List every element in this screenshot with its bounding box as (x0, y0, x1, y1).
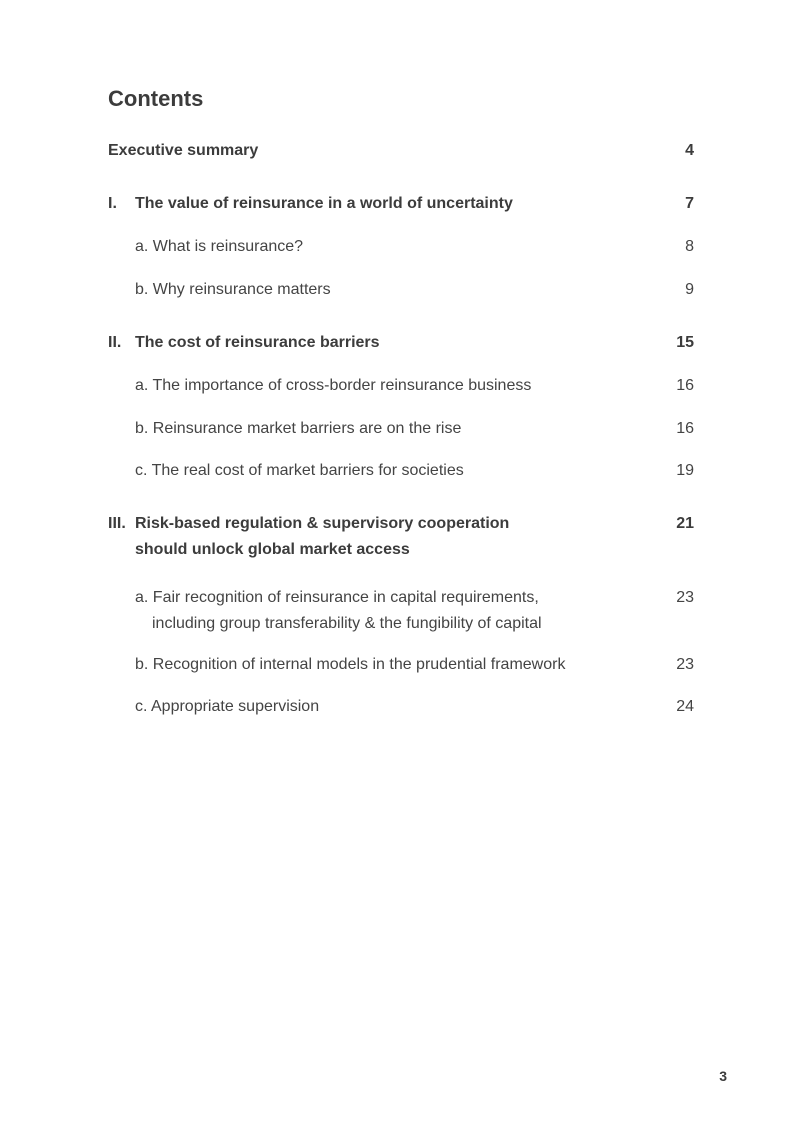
toc-subentry-2a[interactable] (135, 373, 694, 399)
toc-section-1[interactable] (108, 191, 694, 217)
toc-entry-text-line2: including group transferability & the fungibility of capital (152, 615, 542, 632)
toc-entry-text (108, 511, 694, 563)
toc-section-2[interactable] (108, 330, 694, 356)
toc-entry-page: 23 (676, 589, 694, 606)
toc-entry-text: The value of reinsurance in a world of uncertainty (135, 195, 513, 212)
toc-entry-executive-summary[interactable] (108, 138, 694, 164)
toc-entry-text: c. Appropriate supervision (135, 698, 320, 715)
footer-page-number: 3 (719, 1068, 727, 1084)
toc-entry-page: 23 (676, 656, 694, 673)
toc-subentry-3a[interactable] (135, 585, 694, 637)
toc-subentry-3c[interactable] (135, 694, 694, 720)
toc-entry-text: Executive summary (108, 142, 259, 159)
toc-entry-text: b. Why reinsurance matters (135, 281, 331, 298)
toc-entry-text (135, 585, 694, 637)
toc-entry-text: b. Reinsurance market barriers are on the rise (135, 420, 462, 437)
toc-entry-page: 21 (676, 515, 694, 532)
toc-entry-text: a. What is reinsurance? (135, 238, 304, 255)
toc-entry-text-line1: a. Fair recognition of reinsurance in capital requirements, (135, 589, 539, 606)
toc-entry-page: 16 (676, 377, 694, 394)
toc-section-3[interactable] (108, 511, 694, 563)
toc-entry-page: 19 (676, 462, 694, 479)
toc-entry-page: 9 (685, 281, 694, 298)
toc-entry-text: a. The importance of cross-border reinsurance business (135, 377, 532, 394)
toc-subentry-3b[interactable] (135, 652, 694, 678)
toc-section-number: I. (108, 195, 117, 212)
page-title: Contents (108, 86, 204, 111)
toc-section-number: II. (108, 334, 122, 351)
toc-entry-text-line1: Risk-based regulation & supervisory cooperation (135, 515, 510, 532)
toc-entry-page: 4 (685, 142, 694, 159)
toc-entry-text-line2: should unlock global market access (135, 541, 410, 558)
toc-section-number: III. (108, 515, 126, 532)
toc-entry-page: 8 (685, 238, 694, 255)
toc-subentry-2c[interactable] (135, 458, 694, 484)
toc-entry-page: 24 (676, 698, 694, 715)
toc-entry-page: 16 (676, 420, 694, 437)
toc-entry-text: The cost of reinsurance barriers (135, 334, 380, 351)
toc-subentry-1a[interactable] (135, 234, 694, 260)
toc-entry-text: b. Recognition of internal models in the prudential framework (135, 656, 566, 673)
toc-subentry-1b[interactable] (135, 277, 694, 303)
toc-entry-page: 15 (676, 334, 694, 351)
toc-subentry-2b[interactable] (135, 416, 694, 442)
toc-entry-text: c. The real cost of market barriers for societies (135, 462, 464, 479)
toc-entry-page: 7 (685, 195, 694, 212)
